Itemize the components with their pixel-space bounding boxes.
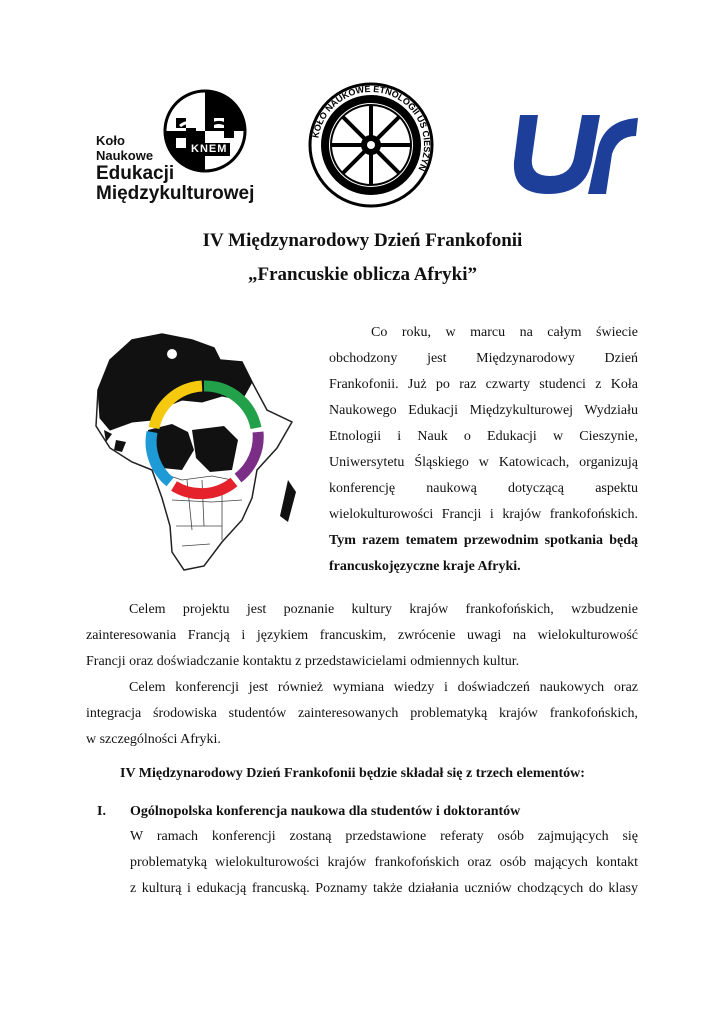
intro-line: Naukowego Edukacji Międzykulturowej Wydziału (329, 403, 638, 418)
intro-line: obchodzony jest Międzynarodowy Dzień (329, 351, 638, 366)
knem-emblem-icon (162, 88, 248, 174)
elements-heading: IV Międzynarodowy Dzień Frankofonii będzie składał się z trzech elementów: (120, 766, 585, 781)
intro-line: Uniwersytetu Śląskiego w Katowicach, organizują (329, 455, 638, 470)
conference-goal-paragraph (86, 675, 638, 753)
paragraph-line: zainteresowania Francją i językiem francuskim, zwrócenie uwagi na wielokulturowość (86, 628, 638, 643)
intro-line: Etnologii i Nauk o Edukacji w Cieszynie, (329, 429, 638, 444)
knem-line1: Koło (96, 133, 125, 148)
ethnology-wheel-logo (306, 80, 436, 210)
intro-line: konferencję naukową dotyczącą aspektu (329, 481, 638, 496)
section-number: I. (97, 804, 106, 819)
project-goal-paragraph (86, 597, 638, 675)
knem-line3: Edukacji (96, 163, 175, 184)
knem-line2: Naukowe (96, 148, 154, 163)
us-logo-icon (510, 110, 640, 200)
section-heading: Ogólnopolska konferencja naukowa dla studentów i doktorantów (130, 804, 521, 819)
section-line: problematyką wielokulturowości krajów frankofońskich oraz osób mających kontakt (130, 855, 638, 870)
knem-logo (90, 88, 260, 208)
paragraph-line: integracja środowiska studentów zainteresowanych problematyką krajów frankofońskich, (86, 706, 638, 721)
paragraph-line: Francji oraz doświadczanie kontaktu z przedstawicielami odmiennych kultur. (86, 654, 520, 669)
page-title: IV Międzynarodowy Dzień Frankofonii (202, 230, 523, 251)
paragraph-line: Celem konferencji jest również wymiana wiedzy i doświadczeń naukowych oraz (129, 680, 638, 695)
intro-line: wielokulturowości Francji i krajów frankofońskich. (329, 507, 638, 522)
intro-line: Frankofonii. Już po raz czwarty studenci z Koła (329, 377, 638, 392)
intro-bold-line: Tym razem tematem przewodnim spotkania będą (329, 533, 638, 548)
paragraph-line: w szczególności Afryki. (86, 732, 221, 747)
section-line: z kulturą i edukacją francuską. Poznamy także działania uczniów chodzących do klasy (130, 881, 638, 896)
intro-paragraph (329, 320, 638, 580)
intro-bold-line: francuskojęzyczne kraje Afryki. (329, 559, 521, 574)
intro-line: Co roku, w marcu na całym świecie (371, 325, 638, 340)
page-subtitle: „Francuskie oblicza Afryki” (247, 264, 478, 285)
knem-mark: KNEM (188, 143, 230, 156)
wheel-ring-text: KOŁO NAUKOWE ETNOLOGII UŚ CIESZYN (310, 83, 433, 173)
paragraph-line: Celem projektu jest poznanie kultury krajów frankofońskich, wzbudzenie (129, 602, 638, 617)
section-line: W ramach konferencji zostaną przedstawione referaty osób zajmujących się (130, 829, 638, 844)
africa-map-image (92, 330, 304, 576)
knem-line4: Międzykulturowej (96, 183, 255, 204)
section-body (130, 824, 638, 902)
